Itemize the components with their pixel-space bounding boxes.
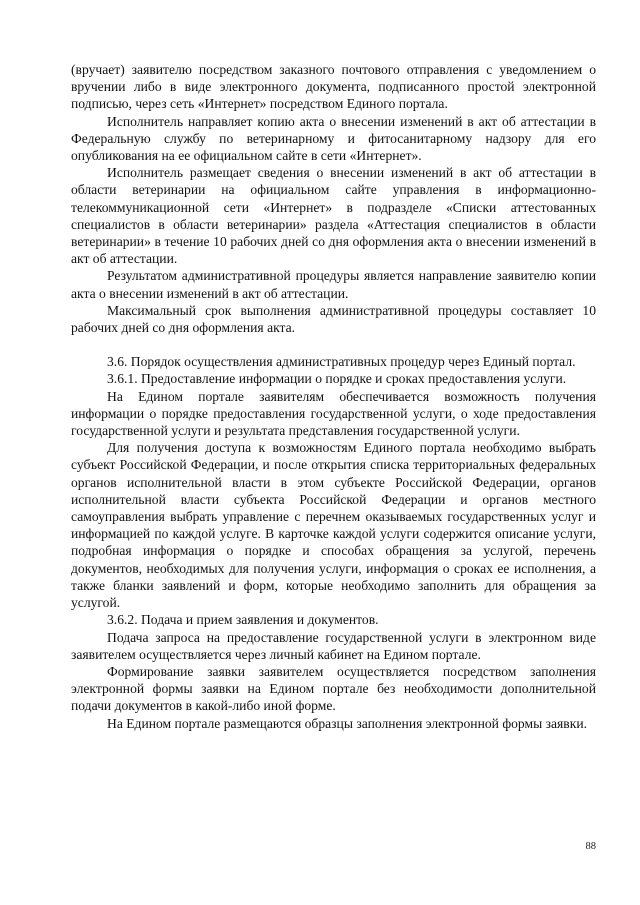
- page-number: 88: [585, 841, 596, 852]
- paragraph-portal-access: Для получения доступа к возможностям Единого портала необходимо выбрать субъект Российской Федерации, и после открытия списка территориальных федеральных органов исполнительной власти в этом субъекте Российской Федерации, органов исполнительной власти субъекта Российской Федерации и органов местного самоуправления выбрать управление с перечнем оказываемых государственных услуг и информацией по каждой услуге. В карточке каждой услуги содержится описание услуги, подробная информация о порядке и способах обращения за услугой, перечень документов, необходимых для получения услуги, информация о сроках ее исполнения, а также бланки заявлений и форм, которые необходимо заполнить для обращения за услугой.: [71, 440, 596, 611]
- paragraph-portal-information: На Едином портале заявителям обеспечивается возможность получения информации о порядке предоставления государственной услуги, о ходе предоставления государственной услуги и результата представления государственной услуги.: [71, 388, 596, 439]
- paragraph-request-submission: Подача запроса на предоставление государственной услуги в электронном виде заявителем осуществляется через личный кабинет на Едином портале.: [71, 629, 596, 662]
- section-heading-3-6: 3.6. Порядок осуществления административных процедур через Единый портал.: [107, 354, 576, 370]
- document-page: [71, 61, 596, 732]
- paragraph-publish-on-site: Исполнитель размещает сведения о внесении изменений в акт об аттестации в области ветеринарии на официальном сайте управления в информационно-телекоммуникационной сети «Интернет» в подразделе «Списки аттестованных специалистов в области ветеринарии» раздела «Аттестация специалистов в области ветеринарии» в течение 10 рабочих дней со дня оформления акта о внесении изменений в акт об аттестации.: [71, 165, 596, 267]
- paragraph-form-samples: На Едином портале размещаются образцы заполнения электронной формы заявки.: [107, 715, 587, 731]
- paragraph-max-duration: Максимальный срок выполнения административной процедуры составляет 10 рабочих дней со дня оформления акта.: [71, 302, 596, 336]
- paragraph-copy-to-federal-service: Исполнитель направляет копию акта о внесении изменений в акт об аттестации в Федеральную службу по ветеринарному и фитосанитарному надзору для его опубликования на ее официальном сайте в сети «Интернет».: [71, 113, 596, 164]
- subsection-heading-3-6-2: 3.6.2. Подача и прием заявления и документов.: [107, 612, 379, 628]
- paragraph-application-forming: Формирование заявки заявителем осуществляется посредством заполнения электронной формы заявки на Едином портале без необходимости дополнительной подачи документов в какой-либо иной форме.: [71, 663, 596, 714]
- paragraph-delivery-continuation: (вручает) заявителю посредством заказного почтового отправления с уведомлением о вручении либо в виде электронного документа, подписанного простой электронной подписью, через сеть «Интернет» посредством Единого портала.: [71, 62, 596, 112]
- subsection-heading-3-6-1: 3.6.1. Предоставление информации о порядке и сроках предоставления услуги.: [107, 371, 567, 387]
- paragraph-procedure-result: Результатом административной процедуры является направление заявителю копии акта о внесении изменений в акт об аттестации.: [71, 268, 596, 301]
